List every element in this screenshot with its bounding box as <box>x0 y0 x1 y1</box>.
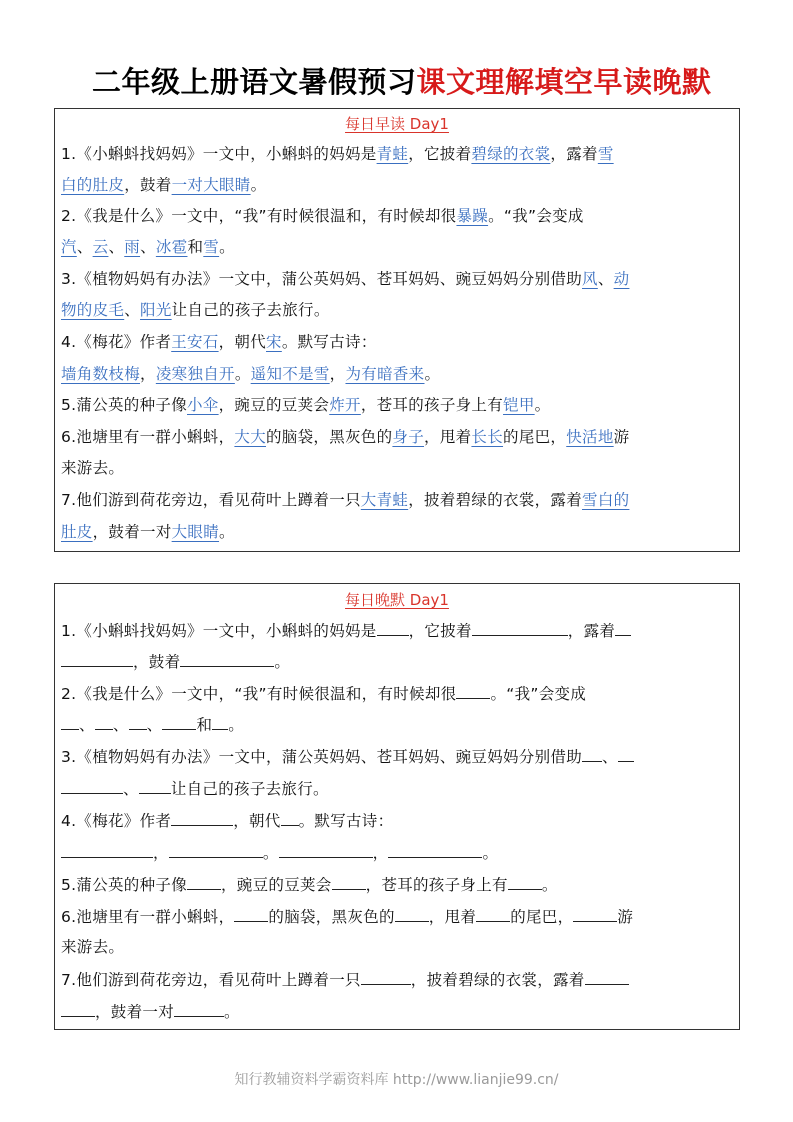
morning-line-6: 物的皮毛、阳光让自己的孩子去旅行。 <box>61 301 330 319</box>
blank <box>234 905 268 922</box>
answer: 大青蛙 <box>360 491 409 509</box>
answer: 汽 <box>61 238 77 256</box>
answer: 小伞 <box>187 396 219 414</box>
title-highlight: 课文理解填空早读晚默 <box>416 65 712 99</box>
answer: 宋 <box>266 333 282 351</box>
answer: 快活地 <box>566 428 614 446</box>
answer: 动 <box>613 270 630 288</box>
blank <box>61 1000 95 1017</box>
morning-line-8: 墙角数枝梅，凌寒独自开。遥知不是雪，为有暗香来。 <box>61 365 441 383</box>
blank <box>129 713 147 730</box>
answer: 一对大眼睛 <box>171 176 251 194</box>
evening-line-4: 、 、 、 和 。 <box>61 713 244 736</box>
morning-line-7: 4.《梅花》作者王安石，朝代宋。默写古诗： <box>61 333 377 351</box>
evening-line-3: 2.《我是什么》一文中，“我”有时候很温和，有时候却很 。“我”会变成 <box>61 682 586 705</box>
evening-line-9: 5.蒲公英的种子像 ，豌豆的豆荚会 ，苍耳的孩子身上有 。 <box>61 873 558 896</box>
answer: 肚皮 <box>61 523 93 541</box>
answer: 为有暗香来 <box>345 365 425 383</box>
answer: 遥知不是雪 <box>250 365 330 383</box>
answer: 雪 <box>597 145 614 163</box>
evening-line-11: 来游去。 <box>61 938 125 956</box>
morning-line-11: 来游去。 <box>61 459 125 477</box>
morning-line-3: 2.《我是什么》一文中，“我”有时候很温和，有时候却很暴躁。“我”会变成 <box>61 207 584 225</box>
blank <box>169 841 263 858</box>
blank <box>174 1000 224 1017</box>
evening-line-12: 7.他们游到荷花旁边，看见荷叶上蹲着一只 ，披着碧绿的衣裳，露着 <box>61 968 629 991</box>
answer: 身子 <box>392 428 425 446</box>
answer: 大大 <box>234 428 266 446</box>
answer: 白的肚皮 <box>61 176 125 194</box>
answer: 雪 <box>203 238 220 256</box>
blank <box>212 713 228 730</box>
morning-line-1: 1.《小蝌蚪找妈妈》一文中，小蝌蚪的妈妈是青蛙，它披着碧绿的衣裳，露着雪 <box>61 145 614 163</box>
answer: 云 <box>92 238 109 256</box>
answer: 墙角数枝梅 <box>61 365 141 383</box>
blank <box>361 968 411 985</box>
answer: 铠甲 <box>503 396 535 414</box>
blank <box>508 873 542 890</box>
answer: 阳光 <box>140 301 172 319</box>
blank <box>162 713 196 730</box>
answer: 暴躁 <box>456 207 489 225</box>
blank <box>332 873 366 890</box>
evening-line-10: 6.池塘里有一群小蝌蚪， 的脑袋，黑灰色的 ，甩着 的尾巴， 游 <box>61 905 633 928</box>
blank <box>187 873 221 890</box>
answer: 大眼睛 <box>171 523 220 541</box>
blank <box>61 777 123 794</box>
answer: 风 <box>582 270 598 288</box>
evening-line-2: ，鼓着 。 <box>61 650 290 673</box>
blank <box>582 745 602 762</box>
blank <box>139 777 171 794</box>
morning-line-5: 3.《植物妈妈有办法》一文中，蒲公英妈妈、苍耳妈妈、豌豆妈妈分别借助风、动 <box>61 270 630 288</box>
blank <box>615 619 631 636</box>
blank <box>281 809 299 826</box>
morning-line-10: 6.池塘里有一群小蝌蚪，大大的脑袋，黑灰色的身子，甩着长长的尾巴，快活地游 <box>61 428 630 446</box>
morning-reading-box <box>54 108 740 552</box>
morning-heading: 每日早读 Day1 <box>345 115 449 133</box>
footer-watermark: 知行教辅资料学霸资料库 http://www.lianjie99.cn/ <box>234 1072 559 1088</box>
answer: 长长 <box>471 428 504 446</box>
answer: 王安石 <box>171 333 219 351</box>
morning-line-12: 7.他们游到荷花旁边，看见荷叶上蹲着一只大青蛙，披着碧绿的衣裳，露着雪白的 <box>61 491 630 509</box>
answer: 雨 <box>124 238 141 256</box>
blank <box>279 841 373 858</box>
title-main: 二年级上册语文暑假预习 <box>92 65 417 99</box>
morning-line-13: 肚皮，鼓着一对大眼睛。 <box>61 523 235 541</box>
blank <box>377 619 409 636</box>
answer: 雪白的 <box>582 491 630 509</box>
blank <box>388 841 482 858</box>
evening-line-6: 、 让自己的孩子去旅行。 <box>61 777 329 800</box>
morning-line-4: 汽、云、雨、冰雹和雪。 <box>61 238 235 256</box>
answer: 青蛙 <box>376 145 409 163</box>
blank <box>573 905 617 922</box>
morning-line-2: 白的肚皮，鼓着一对大眼睛。 <box>61 176 267 194</box>
blank <box>395 905 429 922</box>
blank <box>61 841 153 858</box>
blank <box>472 619 568 636</box>
morning-line-9: 5.蒲公英的种子像小伞，豌豆的豆荚会炸开，苍耳的孩子身上有铠甲。 <box>61 396 551 414</box>
answer: 冰雹 <box>155 238 188 256</box>
blank <box>476 905 510 922</box>
blank <box>585 968 629 985</box>
blank <box>180 650 274 667</box>
blank <box>171 809 233 826</box>
evening-dictation-box <box>54 583 740 1030</box>
blank <box>618 745 634 762</box>
answer: 碧绿的衣裳 <box>471 145 551 163</box>
answer: 炸开 <box>329 396 361 414</box>
blank <box>61 650 133 667</box>
evening-line-1: 1.《小蝌蚪找妈妈》一文中，小蝌蚪的妈妈是 ，它披着 ，露着 <box>61 619 631 642</box>
answer: 物的皮毛 <box>61 301 125 319</box>
evening-line-8: ， 。 ， 。 <box>61 841 498 864</box>
evening-line-5: 3.《植物妈妈有办法》一文中，蒲公英妈妈、苍耳妈妈、豌豆妈妈分别借助 、 <box>61 745 634 768</box>
blank <box>456 682 490 699</box>
evening-line-13: ，鼓着一对 。 <box>61 1000 240 1023</box>
page-title <box>92 62 782 102</box>
evening-heading: 每日晚默 Day1 <box>345 591 449 609</box>
blank <box>61 713 79 730</box>
blank <box>95 713 113 730</box>
evening-line-7: 4.《梅花》作者 ，朝代 。默写古诗： <box>61 809 393 832</box>
answer: 凌寒独自开 <box>155 365 235 383</box>
